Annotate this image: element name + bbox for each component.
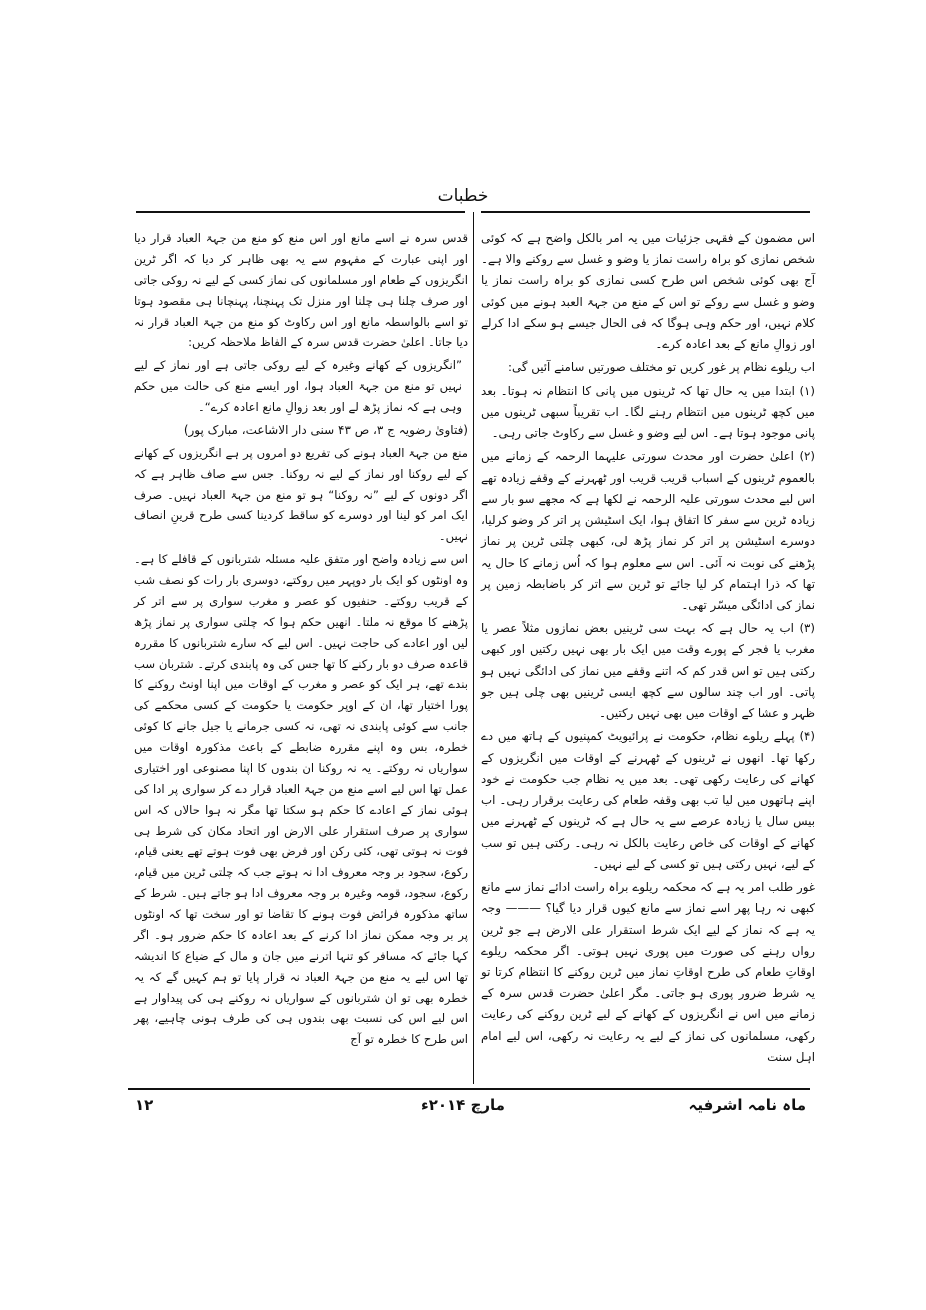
quotation: ”انگریزوں کے کھانے وغیرہ کے لیے روکی جاتی ہے اور نماز کے لیے نہیں تو منع من جہۃ العباد ہوا، اور ایسے منع کی حالت میں حکم وہی ہے کہ نماز پڑھ لے اور بعد زوالِ مانع اعادہ کرے“۔ bbox=[134, 358, 462, 414]
paragraph: غور طلب امر یہ ہے کہ محکمہ ریلوے براہ راست ادائے نماز سے مانع کبھی نہ رہا پھر اسے نماز سے مانع کیوں قرار دیا گیا؟ ——— وجہ یہ ہے کہ نماز کے لیے ایک شرط استقرار علی الارض ہے جو ٹرین رواں رہنے کی صورت میں پوری نہیں ہوتی۔ اگر محکمہ ریلوے اوقاتِ طعام کی طرح اوقاتِ نماز میں ٹرین روکنے کا انتظام کرتا تو یہ شرط ضرور پوری ہو جاتی۔ مگر اعلیٰ حضرت قدس سرہ کے زمانے میں اس نے انگریزوں کے کھانے کے لیے ٹرین روکنے کی رعایت رکھی، مسلمانوں کی نماز کے لیے یہ رعایت نہ رکھی، اس لیے امام اہل سنت bbox=[481, 880, 815, 1064]
left-column bbox=[134, 228, 468, 1050]
paragraph: (۳) اب یہ حال ہے کہ بہت سی ٹرینیں بعض نمازوں مثلاً عصر یا مغرب یا فجر کے پورے وقت میں ایک بار بھی نہیں رکتیں اور کبھی رکتی ہیں تو اس قدر کم کہ اتنے وقفے میں نماز کی ادائگی نہیں ہو پاتی۔ اور اب چند سالوں سے کچھ ایسی ٹرینیں بھی چلی ہیں جو ظہر و عشا کے اوقات میں بھی نہیں رکتیں۔ bbox=[481, 621, 815, 721]
header-rule-left bbox=[136, 211, 465, 213]
reference-citation: (فتاویٰ رضویہ ج ۳، ص ۴۳ سنی دار الاشاعت، مبارک پور) bbox=[183, 422, 468, 437]
paragraph: (۴) پہلے ریلوے نظام، حکومت نے پرائیویٹ کمپنیوں کے ہاتھ میں دے رکھا تھا۔ انھوں نے ٹرینوں کے ٹھہرنے کے اوقات میں انگریزوں کے کھانے کی رعایت رکھی تھی۔ بعد میں یہ نظام جب حکومت نے خود اپنے ہاتھوں میں لیا تب بھی وقفہ طعام کی رعایت برقرار رہی۔ اب بیس سال یا زیادہ عرصے سے یہ حال ہے کہ ٹرینوں کے ٹھہرنے میں کھانے کے اوقات کی خاص رعایت بالکل نہ رہی۔ رکتی ہیں تو سب کے لیے، نہیں رکتی ہیں تو کسی کے لیے نہیں۔ bbox=[481, 729, 815, 871]
paragraph: قدس سرہ نے اسے مانع اور اس منع کو منع من جہۃ العباد قرار دیا اور اپنی عبارت کے مفہوم سے یہ بھی ظاہر کر دیا کہ اگر ٹرین انگریزوں کے طعام اور مسلمانوں کی نماز کسی کے لیے نہ روکی جاتی اور صرف چلنا ہی چلنا اور منزل تک پہنچنا، پہنچانا ہی مقصود ہوتا تو اسے بالواسطہ مانع اور اس رکاوٹ کو منع من جہۃ العباد قرار نہ دیا جاتا۔ اعلیٰ حضرت قدس سرہ کے الفاظ ملاحظہ کریں: bbox=[134, 231, 468, 350]
paragraph: اس مضمون کے فقہی جزئیات میں یہ امر بالکل واضح ہے کہ کوئی شخص نمازی کو براہ راست نماز یا وضو و غسل سے روکنے والا ہے۔ آج بھی کوئی شخص اس طرح کسی نمازی کو براہ راست نماز یا وضو و غسل سے روکے تو اس کے منع من جہۃ العبد ہونے میں کوئی کلام نہیں، اور حکم وہی ہوگا کہ فی الحال جیسے ہو سکے ادا کرلے اور زوالِ مانع کے بعد اعادہ کرے۔ bbox=[481, 231, 815, 352]
paragraph: (۲) اعلیٰ حضرت اور محدث سورتی علیہما الرحمہ کے زمانے میں بالعموم ٹرینوں کے اسباب قریب قریب اور ٹھہرنے کے وقفے زیادہ تھے اس لیے محدث سورتی علیہ الرحمہ نے لکھا ہے کہ مجھے سو بار سے زیادہ ٹرین سے سفر کا اتفاق ہوا، ایک اسٹیشن پر اتر کر وضو کرلیا، دوسرے اسٹیشن پر اتر کر نماز پڑھ لی، کبھی چلتی ٹرین پر نماز پڑھنے کی نوبت نہ آئی۔ اس سے معلوم ہوا کہ اُس زمانے کا حال یہ تھا کہ ذرا اہتمام کر لیا جائے تو ٹرین سے اتر کر باضابطہ زمین پر نماز کی ادائگی میسّر تھی۔ bbox=[481, 449, 815, 612]
paragraph: اس سے زیادہ واضح اور متفق علیہ مسئلہ شتربانوں کے قافلے کا ہے۔ وہ اونٹوں کو ایک بار دوپہر میں روکتے، دوسری بار رات کو نصف شب کے قریب روکتے۔ حنفیوں کو عصر و مغرب سواری پر سے اتر کر پڑھنے کا موقع نہ ملتا۔ انھیں حکم ہوا کہ چلتی سواری پر نماز پڑھ لیں اور اعادے کی حاجت نہیں۔ اس لیے کہ سارے شتربانوں کا مقررہ قاعدہ صرف دو بار رکنے کا تھا جس کی وہ پابندی کرتے۔ شتربان سب بندے تھے، ہر ایک کو عصر و مغرب کے اوقات میں اپنا اونٹ روکنے کا پورا اختیار تھا، ان کے اوپر حکومت یا حکومت کے کسی محکمے کی جانب سے کوئی پابندی نہ تھی، نہ کسی جرمانے یا جیل جانے کا کوئی خطرہ، بس وہ اپنے مقررہ ضابطے کے باعث مذکورہ اوقات میں سواریاں نہ روکتے۔ یہ نہ روکنا ان بندوں کا اپنا مصنوعی اور اختیاری عمل تھا اس لیے اسے منع من جہۃ العباد قرار دے کر سواری پر ادا کی ہوئی نماز کے اعادے کا حکم ہو سکتا تھا مگر نہ ہوا حالاں کہ اس سواری پر صرف استقرار علی الارض اور اتحاد مکان کی شرط ہی فوت نہ ہوتی تھی، کئی رکن اور فرض بھی فوت ہوتے تھے یعنی قیام، رکوع، سجود بر وجہ معروف ادا نہ ہوتے جب کہ چلتی ٹرین میں قیام، رکوع، سجود، قومہ وغیرہ بر وجہ معروف ادا ہو جاتے ہیں۔ شرط کے ساتھ مذکورہ فرائض فوت ہونے کا تقاضا تو اور سخت تھا کہ اونٹوں پر بر وجہ ممکن نماز ادا کرنے کے بعد اعادہ کا حکم ضرور ہو۔ اگر کہا جائے کہ مسافر کو تنہا اترنے میں جان و مال کے ضیاع کا اندیشہ تھا اس لیے یہ منع من جہۃ العباد نہ قرار پایا تو ہم کہیں گے کہ یہ خطرہ بھی تو ان شتربانوں کے سواریاں نہ روکنے ہی کی پیداوار ہے اس لیے اس کی نسبت بھی بندوں ہی کی طرف ہونی چاہیے، پھر اس طرح کا خطرہ تو آج bbox=[134, 552, 468, 1047]
footer-issue-date: مارچ ۲۰۱۴ء bbox=[421, 1096, 505, 1114]
header-rule-right bbox=[481, 211, 810, 213]
paragraph: (۱) ابتدا میں یہ حال تھا کہ ٹرینوں میں پانی کا انتظام نہ ہوتا۔ بعد میں کچھ ٹرینوں میں انتظام رہنے لگا۔ اب تقریباً سبھی ٹرینوں میں پانی موجود ہوتا ہے۔ اس لیے وضو و غسل سے رکاوٹ جاتی رہی۔ bbox=[481, 383, 815, 441]
footer-magazine-name: ماہ نامہ اشرفیہ bbox=[688, 1096, 806, 1114]
paragraph: اب ریلوے نظام پر غور کریں تو مختلف صورتیں سامنے آئیں گی: bbox=[508, 360, 815, 375]
footer-page-number: ۱۲ bbox=[135, 1096, 154, 1114]
footer-rule bbox=[128, 1088, 810, 1090]
page-header-title: خطبات bbox=[437, 186, 489, 206]
column-divider bbox=[473, 212, 474, 1084]
right-column bbox=[481, 228, 815, 1068]
paragraph: منع من جہۃ العباد ہونے کی تفریع دو امروں پر ہے انگریزوں کے کھانے کے لیے روکنا اور نماز کے لیے نہ روکنا۔ جس سے صاف ظاہر ہے کہ اگر دونوں کے لیے ”نہ روکنا“ ہو تو منع من جہۃ العباد نہیں۔ صرف ایک امر کو لینا اور دوسرے کو ساقط کردینا کسی طرح قرینِ انصاف نہیں۔ bbox=[134, 445, 468, 544]
